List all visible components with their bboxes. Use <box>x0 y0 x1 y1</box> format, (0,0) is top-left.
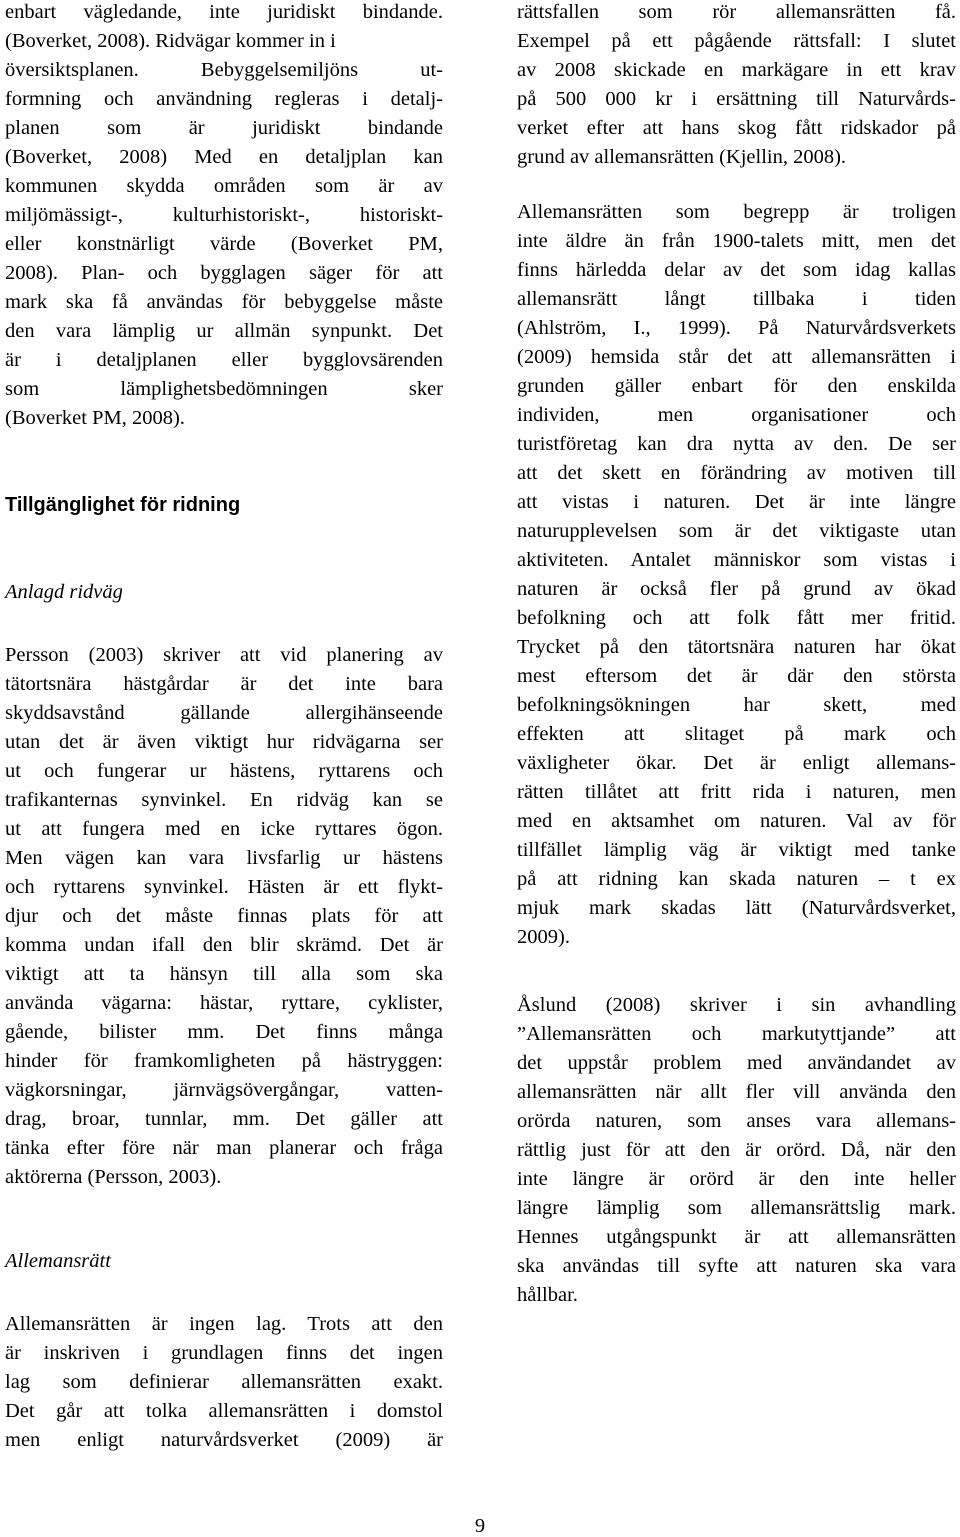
text-line: finns härledda delar av det som idag kallas <box>517 259 956 281</box>
text-line: Exempel på ett pågående rättsfall: I slutet <box>517 30 956 52</box>
text-line: tänka efter före när man planerar och fråga <box>5 1137 443 1159</box>
text-line: rättlig just för att den är orörd. Då, när den <box>517 1139 956 1161</box>
text-line: (Ahlström, I., 1999). På Naturvårdsverkets <box>517 317 956 339</box>
text-line: turistföretag kan dra nytta av den. De ser <box>517 433 956 455</box>
text-line: använda vägarna: hästar, ryttare, cyklister, <box>5 992 443 1014</box>
text-line: Trycket på den tätortsnära naturen har ökat <box>517 636 956 658</box>
text-line: hinder för framkomligheten på hästryggen: <box>5 1050 443 1072</box>
text-line: befolkningsökningen har skett, med <box>517 694 956 716</box>
text-line: mjuk mark skadas lätt (Naturvårdsverket, <box>517 897 956 919</box>
right-paragraph-3 <box>517 991 956 1310</box>
text-line: är i detaljplanen eller bygglovsärenden <box>5 349 443 371</box>
text-line: med en aktsamhet om naturen. Val av för <box>517 810 956 832</box>
text-line: grunden gäller enbart för den enskilda <box>517 375 956 397</box>
text-line: naturupplevelsen som är det viktigaste utan <box>517 520 956 542</box>
text-line: Hennes utgångspunkt är att allemansrätten <box>517 1226 956 1248</box>
text-line: naturen är också fler på grund av ökad <box>517 578 956 600</box>
right-column <box>517 0 956 1310</box>
left-column <box>5 0 443 1455</box>
text-line: befolkning och att folk fått mer fritid. <box>517 607 956 629</box>
text-line: och ryttarens synvinkel. Hästen är ett flykt- <box>5 876 443 898</box>
text-line: Det går att tolka allemansrätten i domstol <box>5 1400 443 1422</box>
text-line: Allemansrätten som begrepp är troligen <box>517 201 956 223</box>
left-paragraph-3 <box>5 1310 443 1455</box>
text-line: (Boverket, 2008). Ridvägar kommer in i <box>5 30 336 52</box>
text-line: att det skett en förändring av motiven till <box>517 462 956 484</box>
right-paragraph-2 <box>517 198 956 952</box>
left-paragraph-1 <box>5 0 443 433</box>
text-line: växligheter ökar. Det är enligt allemans- <box>517 752 956 774</box>
text-line: men enligt naturvårdsverket (2009) är <box>5 1429 443 1451</box>
text-line: på att ridning kan skada naturen – t ex <box>517 868 956 890</box>
text-line: mest eftersom det är där den största <box>517 665 956 687</box>
text-line: aktiviteten. Antalet människor som vistas i <box>517 549 956 571</box>
text-line: den vara lämplig ur allmän synpunkt. Det <box>5 320 443 342</box>
text-line: allemansrätt långt tillbaka i tiden <box>517 288 956 310</box>
text-line: aktörerna (Persson, 2003). <box>5 1166 222 1188</box>
text-line: att vistas i naturen. Det är inte längre <box>517 491 956 513</box>
text-line: Men vägen kan vara livsfarlig ur hästens <box>5 847 443 869</box>
text-line: (Boverket, 2008) Med en detaljplan kan <box>5 146 443 168</box>
text-line: gående, bilister mm. Det finns många <box>5 1021 443 1043</box>
text-line: effekten att slitaget på mark och <box>517 723 956 745</box>
text-line: tillfället lämplig väg är viktigt med tanke <box>517 839 956 861</box>
text-line: ”Allemansrätten och markutyttjande” att <box>517 1023 956 1045</box>
text-line: verket efter att hans skog fått ridskador på <box>517 117 956 139</box>
text-line: Allemansrätten är ingen lag. Trots att den <box>5 1313 443 1335</box>
text-line: rättsfallen som rör allemansrätten få. <box>517 1 956 23</box>
text-line: ska användas till syfte att naturen ska vara <box>517 1255 956 1277</box>
text-line: individen, men organisationer och <box>517 404 956 426</box>
text-line: ut och fungerar ur hästens, ryttarens och <box>5 760 443 782</box>
text-line: lag som definierar allemansrätten exakt. <box>5 1371 443 1393</box>
text-line: allemansrätten när allt fler vill använda den <box>517 1081 956 1103</box>
text-line: hållbar. <box>517 1284 578 1306</box>
text-line: längre lämplig som allemansrättslig mark. <box>517 1197 956 1219</box>
text-line: eller konstnärligt värde (Boverket PM, <box>5 233 443 255</box>
text-line: (2009) hemsida står det att allemansrätten i <box>517 346 956 368</box>
text-line: utan det är även viktigt hur ridvägarna ser <box>5 731 443 753</box>
subsection-heading-anlagd-ridvag: Anlagd ridväg <box>5 581 123 603</box>
text-line: viktigt att ta hänsyn till alla som ska <box>5 963 443 985</box>
text-line: Persson (2003) skriver att vid planering av <box>5 644 443 666</box>
text-line: formning och användning regleras i detalj- <box>5 88 443 110</box>
text-line: 2008). Plan- och bygglagen säger för att <box>5 262 443 284</box>
text-line: miljömässigt-, kulturhistoriskt-, historiskt- <box>5 204 443 226</box>
text-line: orörda naturen, som anses vara allemans- <box>517 1110 956 1132</box>
text-line: ut att fungera med en icke ryttares ögon. <box>5 818 443 840</box>
text-line: drag, broar, tunnlar, mm. Det gäller att <box>5 1108 443 1130</box>
text-line: mark ska få användas för bebyggelse måste <box>5 291 443 313</box>
text-line: djur och det måste finnas plats för att <box>5 905 443 927</box>
text-line: skyddsavstånd gällande allergihänseende <box>5 702 443 724</box>
text-line: som lämplighetsbedömningen sker <box>5 378 443 400</box>
text-line: komma undan ifall den blir skrämd. Det är <box>5 934 443 956</box>
text-line: (Boverket PM, 2008). <box>5 407 185 429</box>
text-line: enbart vägledande, inte juridiskt bindande. <box>5 1 443 23</box>
text-line: trafikanternas synvinkel. En ridväg kan se <box>5 789 443 811</box>
text-line: Åslund (2008) skriver i sin avhandling <box>517 994 956 1016</box>
left-paragraph-2 <box>5 641 443 1192</box>
text-line: kommunen skydda områden som är av <box>5 175 443 197</box>
text-line: är inskriven i grundlagen finns det ingen <box>5 1342 443 1364</box>
text-line: inte äldre än från 1900-talets mitt, men det <box>517 230 956 252</box>
text-line: planen som är juridiskt bindande <box>5 117 443 139</box>
subsection-heading-allemansratt: Allemansrätt <box>5 1250 111 1272</box>
text-line: vägkorsningar, järnvägsövergångar, vatten- <box>5 1079 443 1101</box>
text-line: översiktsplanen. Bebyggelsemiljöns ut- <box>5 59 443 81</box>
text-line: av 2008 skickade en markägare in ett krav <box>517 59 956 81</box>
text-line: rätten tillåtet att fritt rida i naturen, men <box>517 781 956 803</box>
text-line: tätortsnära hästgårdar är det inte bara <box>5 673 443 695</box>
text-line: 2009). <box>517 926 570 948</box>
page-number: 9 <box>474 1515 486 1537</box>
right-paragraph-1 <box>517 0 956 172</box>
section-heading: Tillgänglighet för ridning <box>5 494 241 516</box>
text-line: grund av allemansrätten (Kjellin, 2008). <box>517 146 847 168</box>
text-line: på 500 000 kr i ersättning till Naturvårds- <box>517 88 956 110</box>
text-line: det uppstår problem med användandet av <box>517 1052 956 1074</box>
text-line: inte längre är orörd är den inte heller <box>517 1168 956 1190</box>
